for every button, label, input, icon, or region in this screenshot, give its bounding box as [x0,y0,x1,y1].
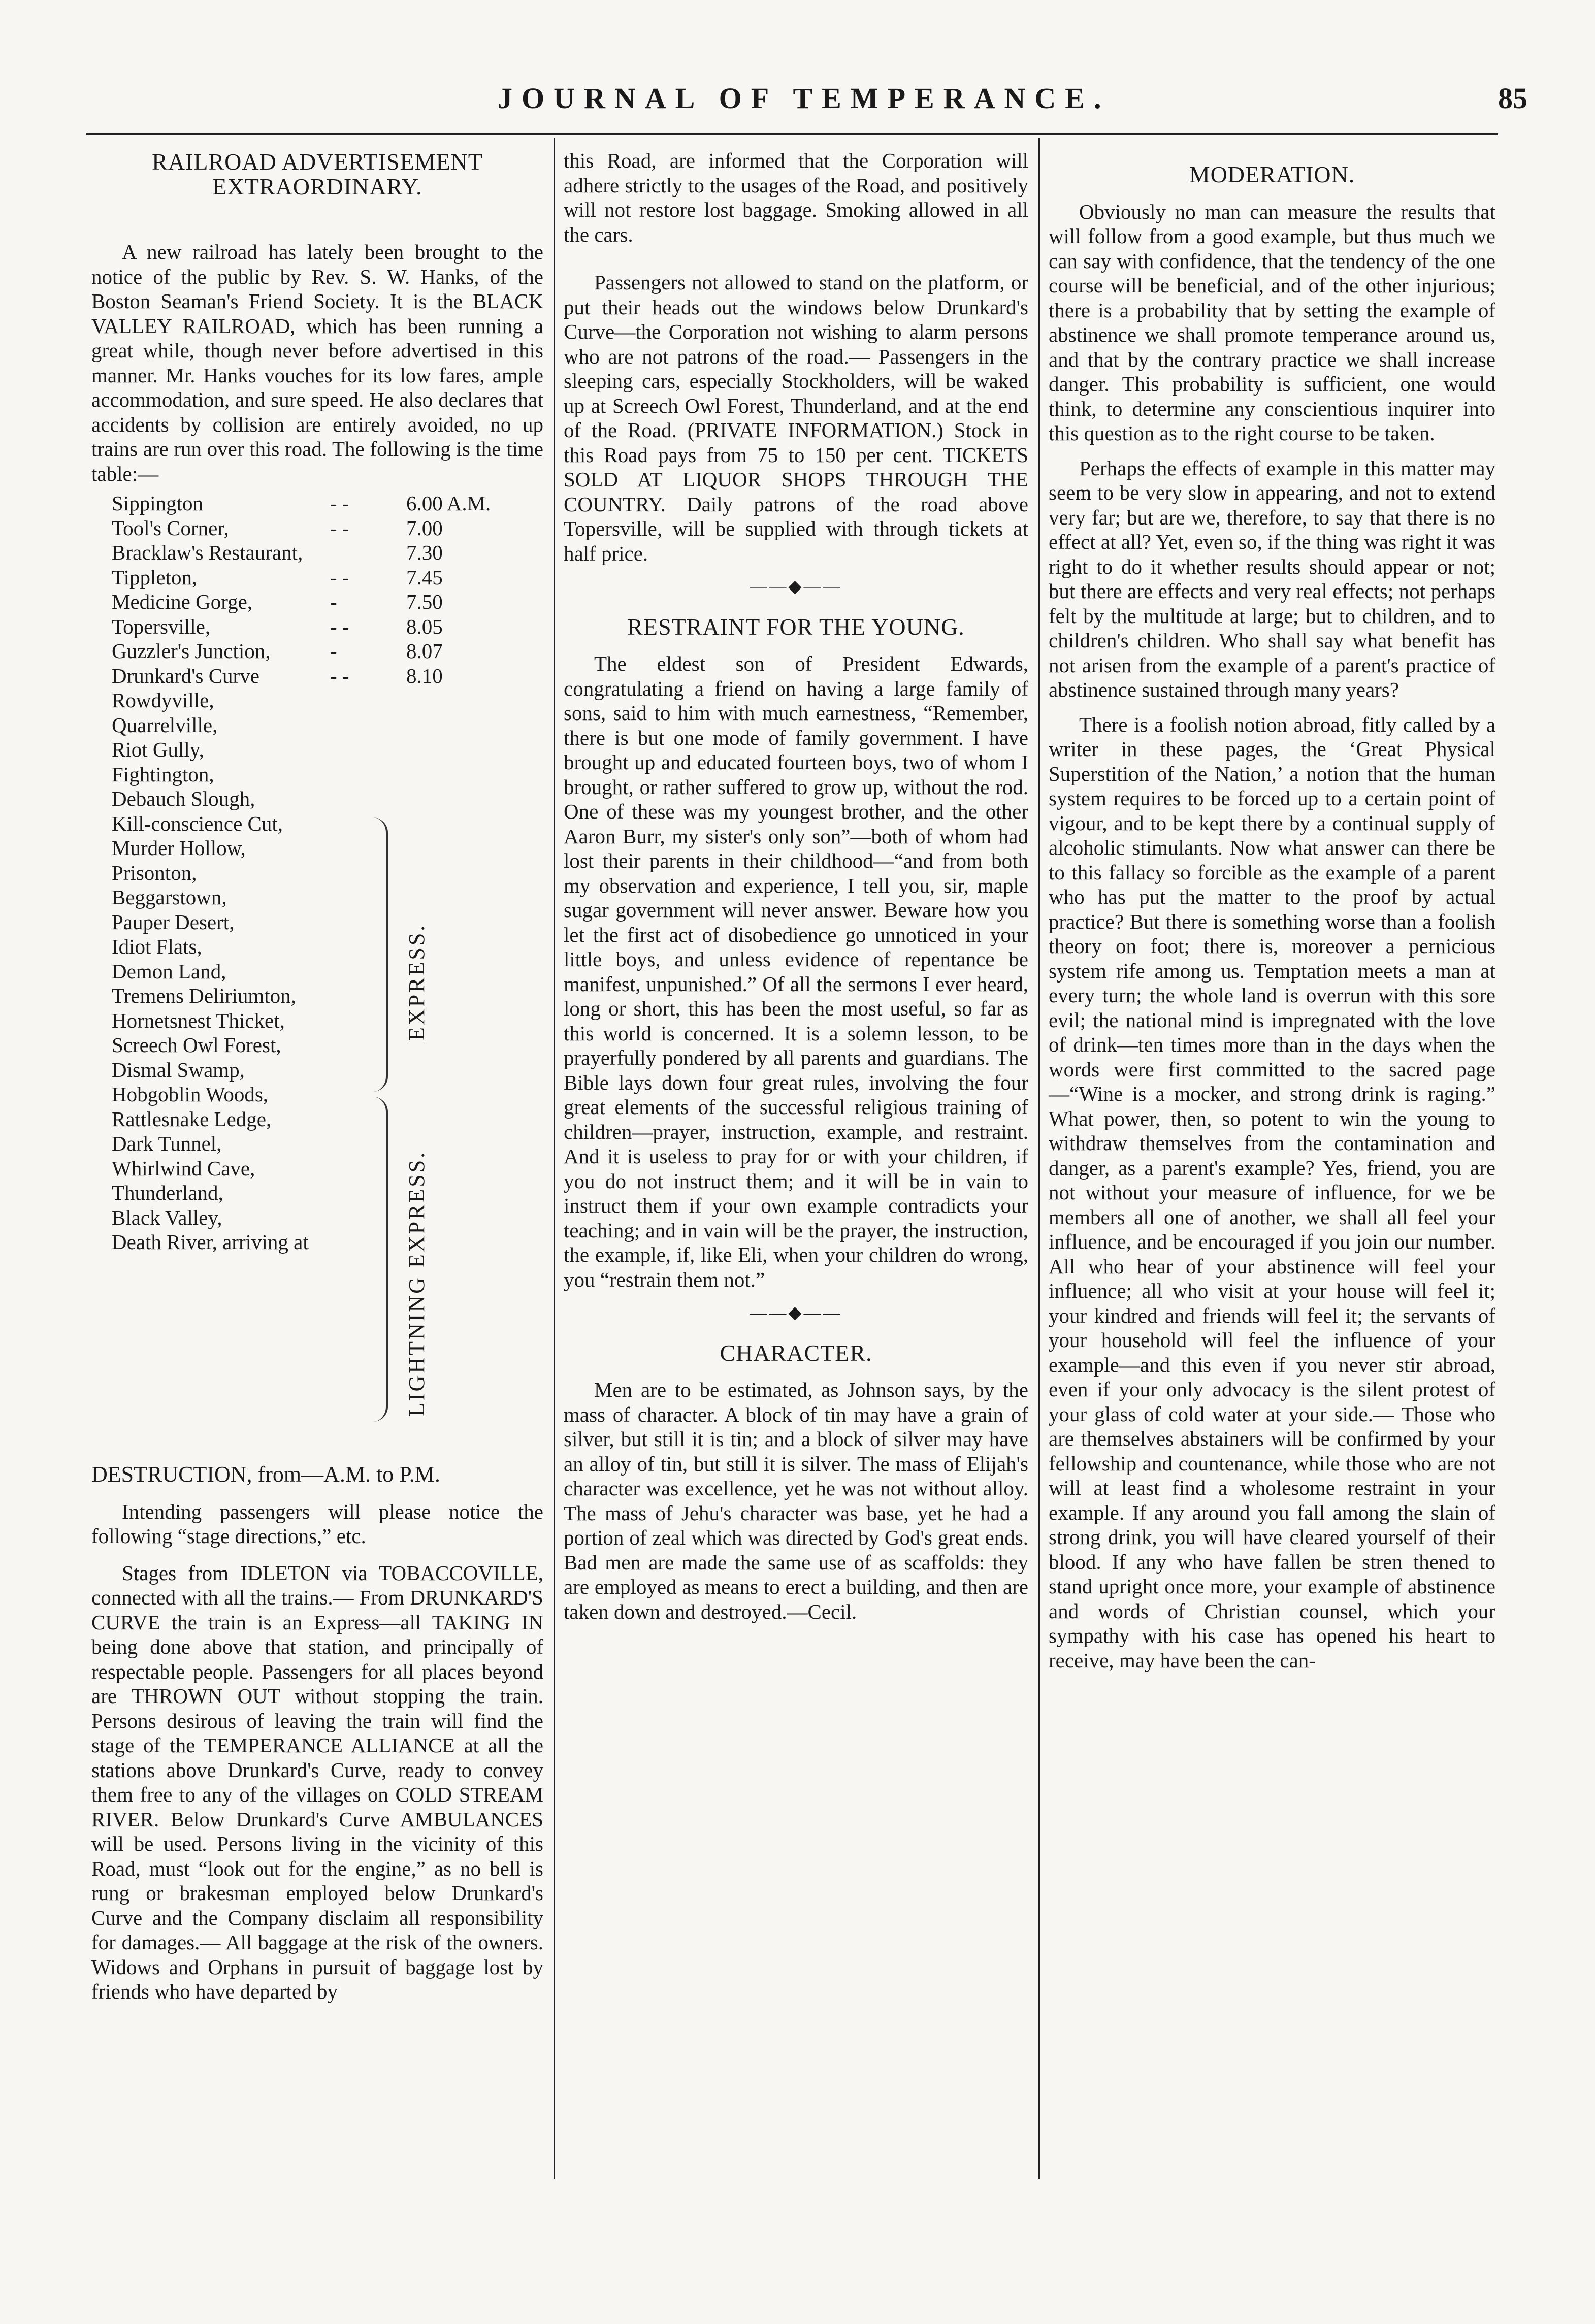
timetable-row [112,491,518,516]
station-name: Prisonton, [112,861,197,885]
column-3 [1049,162,1495,1673]
destruction-line: DESTRUCTION, from—A.M. to P.M. [91,1462,440,1487]
timetable-leader: - - [330,565,349,589]
page-number: 85 [1498,82,1527,115]
moderation-p2: Perhaps the effects of example in this matter may seem to be very slow in appearing, and not to extend very far; but are we, therefore, to say that there is no effect at all? Yet, even so, if the thing was right it was right to do it whether results should appear or not; but there are effects and very real effects; not perhaps felt by the multitude at large; but to children, and to children's children. Who shall say what benefit has not arisen from the example of a parent's practice of abstinence sustained through many years? [1049,456,1495,701]
express-label: EXPRESS. [404,923,429,1041]
timetable-leader [330,540,406,565]
station-name: Rowdyville, [112,689,214,712]
timetable-time: 7.50 [406,590,443,613]
station-name: Kill-conscience Cut, [112,811,283,835]
restraint-heading: RESTRAINT FOR THE YOUNG. [627,613,965,640]
station-name: Screech Owl Forest, [112,1033,281,1057]
station-name: Dark Tunnel, [112,1132,222,1155]
express-stops [112,688,543,1255]
timetable-leader: - - [330,614,349,638]
railroad-heading: RAILROAD ADVERTISEMENT EXTRAORDINARY. [152,149,483,200]
timetable-stop: Topersville, [112,614,211,638]
station-name: Hobgoblin Woods, [112,1083,269,1106]
timetable-stop: Bracklaw's Restaurant, [112,541,303,564]
timetable-stop: Sippington [112,492,203,515]
timetable-leader: - [330,639,337,663]
station-name: Debauch Slough, [112,787,255,810]
station-name: Quarrelville, [112,713,218,737]
timetable-row [112,614,518,639]
column-2 [564,148,1028,1624]
timetable-leader: - - [330,664,349,688]
station-name: Death River, arriving at [112,1230,309,1254]
station-name: Hornetsnest Thicket, [112,1008,285,1032]
stage-directions: Stages from IDLETON via TOBACCOVILLE, connected with all the trains.— From DRUNKARD'S CURVE the train is an Express—all TAKING IN being done above that station, and principally of respectable people. Passengers for all places beyond are THROWN OUT without stopping the train. Persons desirous of leaving the train will find the stage of the TEMPERANCE ALLIANCE at all the stations above Drunkard's Curve, ready to convey them free to any of the villages on COLD STREAM RIVER. Below Drunkard's Curve AMBULANCES will be used. Persons living in the vicinity of this Road, must “look out for the engine,” as no bell is rung or brakesman employed below Drunkard's Curve and the Company disclaim all responsibility for damages.— All baggage at the risk of the owners. Widows and Orphans in pursuit of baggage lost by friends who have departed by [91,1561,543,2003]
station-name: Beggarstown, [112,886,227,909]
timetable-time: 6.00 A.M. [406,492,491,515]
timetable-stop: Tool's Corner, [112,516,229,540]
timetable-row [112,664,518,689]
timetable-row [112,540,518,565]
timetable-leader: - - [330,492,349,515]
station-name: Demon Land, [112,959,226,983]
timetable-row [112,639,518,664]
station-name: Murder Hollow, [112,836,246,860]
character-heading: CHARACTER. [720,1339,872,1366]
stops-group-lightning [112,959,543,1255]
station-name: Thunderland, [112,1181,223,1204]
timetable-row [112,516,518,541]
journal-title: JOURNAL OF TEMPERANCE. [498,82,1111,115]
timetable-time: 8.10 [406,664,443,688]
station-name: Idiot Flats, [112,935,202,958]
timetable-time: 8.07 [406,639,443,663]
timetable-time: 7.30 [406,541,443,564]
timetable-leader: - - [330,516,349,540]
moderation-heading: MODERATION. [1189,161,1355,187]
ornament-divider-2: ——◆—— [750,1303,842,1322]
page-header [0,76,1595,122]
station-name: Dismal Swamp, [112,1058,245,1082]
timetable-row [112,565,518,590]
station-name: Whirlwind Cave, [112,1156,255,1180]
station-name: Black Valley, [112,1205,222,1229]
timetable-leader: - [330,590,337,613]
express-brace [371,817,388,1092]
column-rule-1 [554,138,555,2179]
station-name: Pauper Desert, [112,910,235,934]
timetable-time: 7.45 [406,565,443,589]
station-name: Tremens Deliriumton, [112,984,296,1007]
header-rule [86,133,1498,135]
timetable [112,491,518,688]
passenger-notice: Passengers not allowed to stand on the platform, or put their heads out the windows below Drunkard's Curve—the Corporation not wishing to alarm persons who are not patrons of the road.— Passengers in the sleeping cars, especially Stockholders, will be waked up at Screech Owl Forest, Thunderland, and at the end of the Road. (PRIVATE INFORMATION.) Stock in this Road pays from 75 to 150 per cent. TICKETS SOLD AT LIQUOR SHOPS THROUGH THE COUNTRY. Daily patrons of the road above Topersville, will be supplied with through tickets at half price. [564,271,1028,565]
railroad-continued: this Road, are informed that the Corporation will adhere strictly to the usages of the Road, and positively will not restore lost baggage. Smoking allowed in all the cars. [564,149,1028,246]
lightning-brace [371,1097,388,1422]
character-article: Men are to be estimated, as Johnson says, by the mass of character. A block of tin may have a grain of silver, but still it is tin; and a block of silver may have an alloy of tin, but still it is silver. The mass of Elijah's character was excellence, yet he was not without alloy. The mass of Jehu's character was base, yet he had a portion of zeal which was directed by God's great ends. Bad men are made the same use of as scaffolds: they are employed as means to erect a building, and then are taken down and destroyed.—Cecil. [564,1378,1028,1623]
moderation-p3: There is a foolish notion abroad, fitly called by a writer in these pages, the ‘Great Physical Superstition of the Nation,’ a notion that the human system requires to be forced up to a certain point of vigour, and to be kept there by a continual supply of alcoholic stimulants. Now what answer can there be to this fallacy so forcible as the example of a parent who has put the matter to the proof by actual practice? But there is something worse than a foolish theory on foot; there is, moreover a pernicious system rife among us. Temptation meets a man at every turn; the whole land is overrun with this sore evil; the national mind is impregnated with the love of drink—ten times more than in the days when the words were first committed to the sacred page—“Wine is a mocker, and strong drink is raging.” What power, then, so potent to win the young to withdraw themselves from the contamination and danger, as a parent's example? Yes, friend, you are not without your measure of influence, for we be members all one of another, we shall all feel your influence, and be encouraged if you join our number. All who hear of your abstinence will feel your influence; all who visit at your house will feel it; your kindred and friends will feel it; the servants of your household will feel the influence of your example—and this even if you never stir abroad, even if your only advocacy is the silent protest of your glass of cold water at your side.— Those who are themselves abstainers will be confirmed by your fellowship and countenance, while those who are not will at least find a wholesome restraint in your example. If any around you fall among the slain of strong drink, you will have cleared yourself of their blood. If any who have fallen be stren thened to stand upright once more, your example of abstinence and words of Christian counsel, which your sympathy with his case has opened his heart to receive, may have been the can- [1049,712,1495,1672]
column-1-lower [91,1462,543,2004]
timetable-row [112,590,518,614]
station-name: Fightington, [112,762,214,786]
column-1 [91,150,543,1255]
timetable-stop: Drunkard's Curve [112,664,259,688]
ornament-divider: ——◆—— [750,577,842,596]
restraint-article: The eldest son of President Edwards, congratulating a friend on having a large family of sons, said to him with much earnestness, “Remember, there is but one mode of family government. I have brought up and educated fourteen boys, two of whom I brought, or rather suffered to grow up, without the rod. One of these was my youngest brother, and the other Aaron Burr, my sister's only son”—both of whom had lost their parents in their childhood—“and from both my observation and experience, I tell you, sir, maple sugar government will never answer. Beware how you let the first act of disobedience go unnoticed in your little boys, and unless evidence of repentance be manifest, unpunished.” Of all the sermons I ever heard, long or short, this has been the most useful, so far as this world is concerned. It is a solemn lesson, to be prayerfully pondered by all parents and guardians. The Bible lays down four great rules, involving the four great elements of the successful religious training of children—prayer, instruction, example, and restraint. And it is useless to pray for or with your children, if you do not instruct them; and it will be in vain to instruct them if your own example contradicts your teaching; and in vain will be the prayer, the instruction, the example, if, like Eli, when your children do wrong, you “restrain them not.” [564,652,1028,1291]
timetable-time: 7.00 [406,516,443,540]
station-name: Rattlesnake Ledge, [112,1107,272,1131]
column-rule-2 [1038,138,1040,2179]
timetable-stop: Tippleton, [112,565,198,589]
lightning-express-label: LIGHTNING EXPRESS. [404,1150,429,1417]
stops-group-express [112,688,543,959]
moderation-p1: Obviously no man can measure the results that will follow from a good example, but thus much we can say with confidence, that the tendency of the one course will be beneficial, and of the other injurious; there is a probability that by setting the example of abstinence we shall promote temperance around us, and that by the contrary practice we shall increase danger. This probability is sufficient, one would think, to determine any conscientious inquirer into this question as to the right course to be taken. [1049,200,1495,445]
station-name: Riot Gully, [112,738,204,761]
timetable-stop: Medicine Gorge, [112,590,253,613]
railroad-intro: A new railroad has lately been brought to the notice of the public by Rev. S. W. Hanks, of the Boston Seaman's Friend Society. It is the BLACK VALLEY RAILROAD, which has been running a great while, though never before advertised in this manner. Mr. Hanks vouches for its low fares, ample accommodation, and sure speed. He also declares that accidents by collision are entirely avoided, no up trains are run over this road. The following is the time table:— [91,240,543,485]
timetable-time: 8.05 [406,614,443,638]
stage-notice: Intending passengers will please notice the following “stage directions,” etc. [91,1499,543,1548]
timetable-stop: Guzzler's Junction, [112,639,271,663]
